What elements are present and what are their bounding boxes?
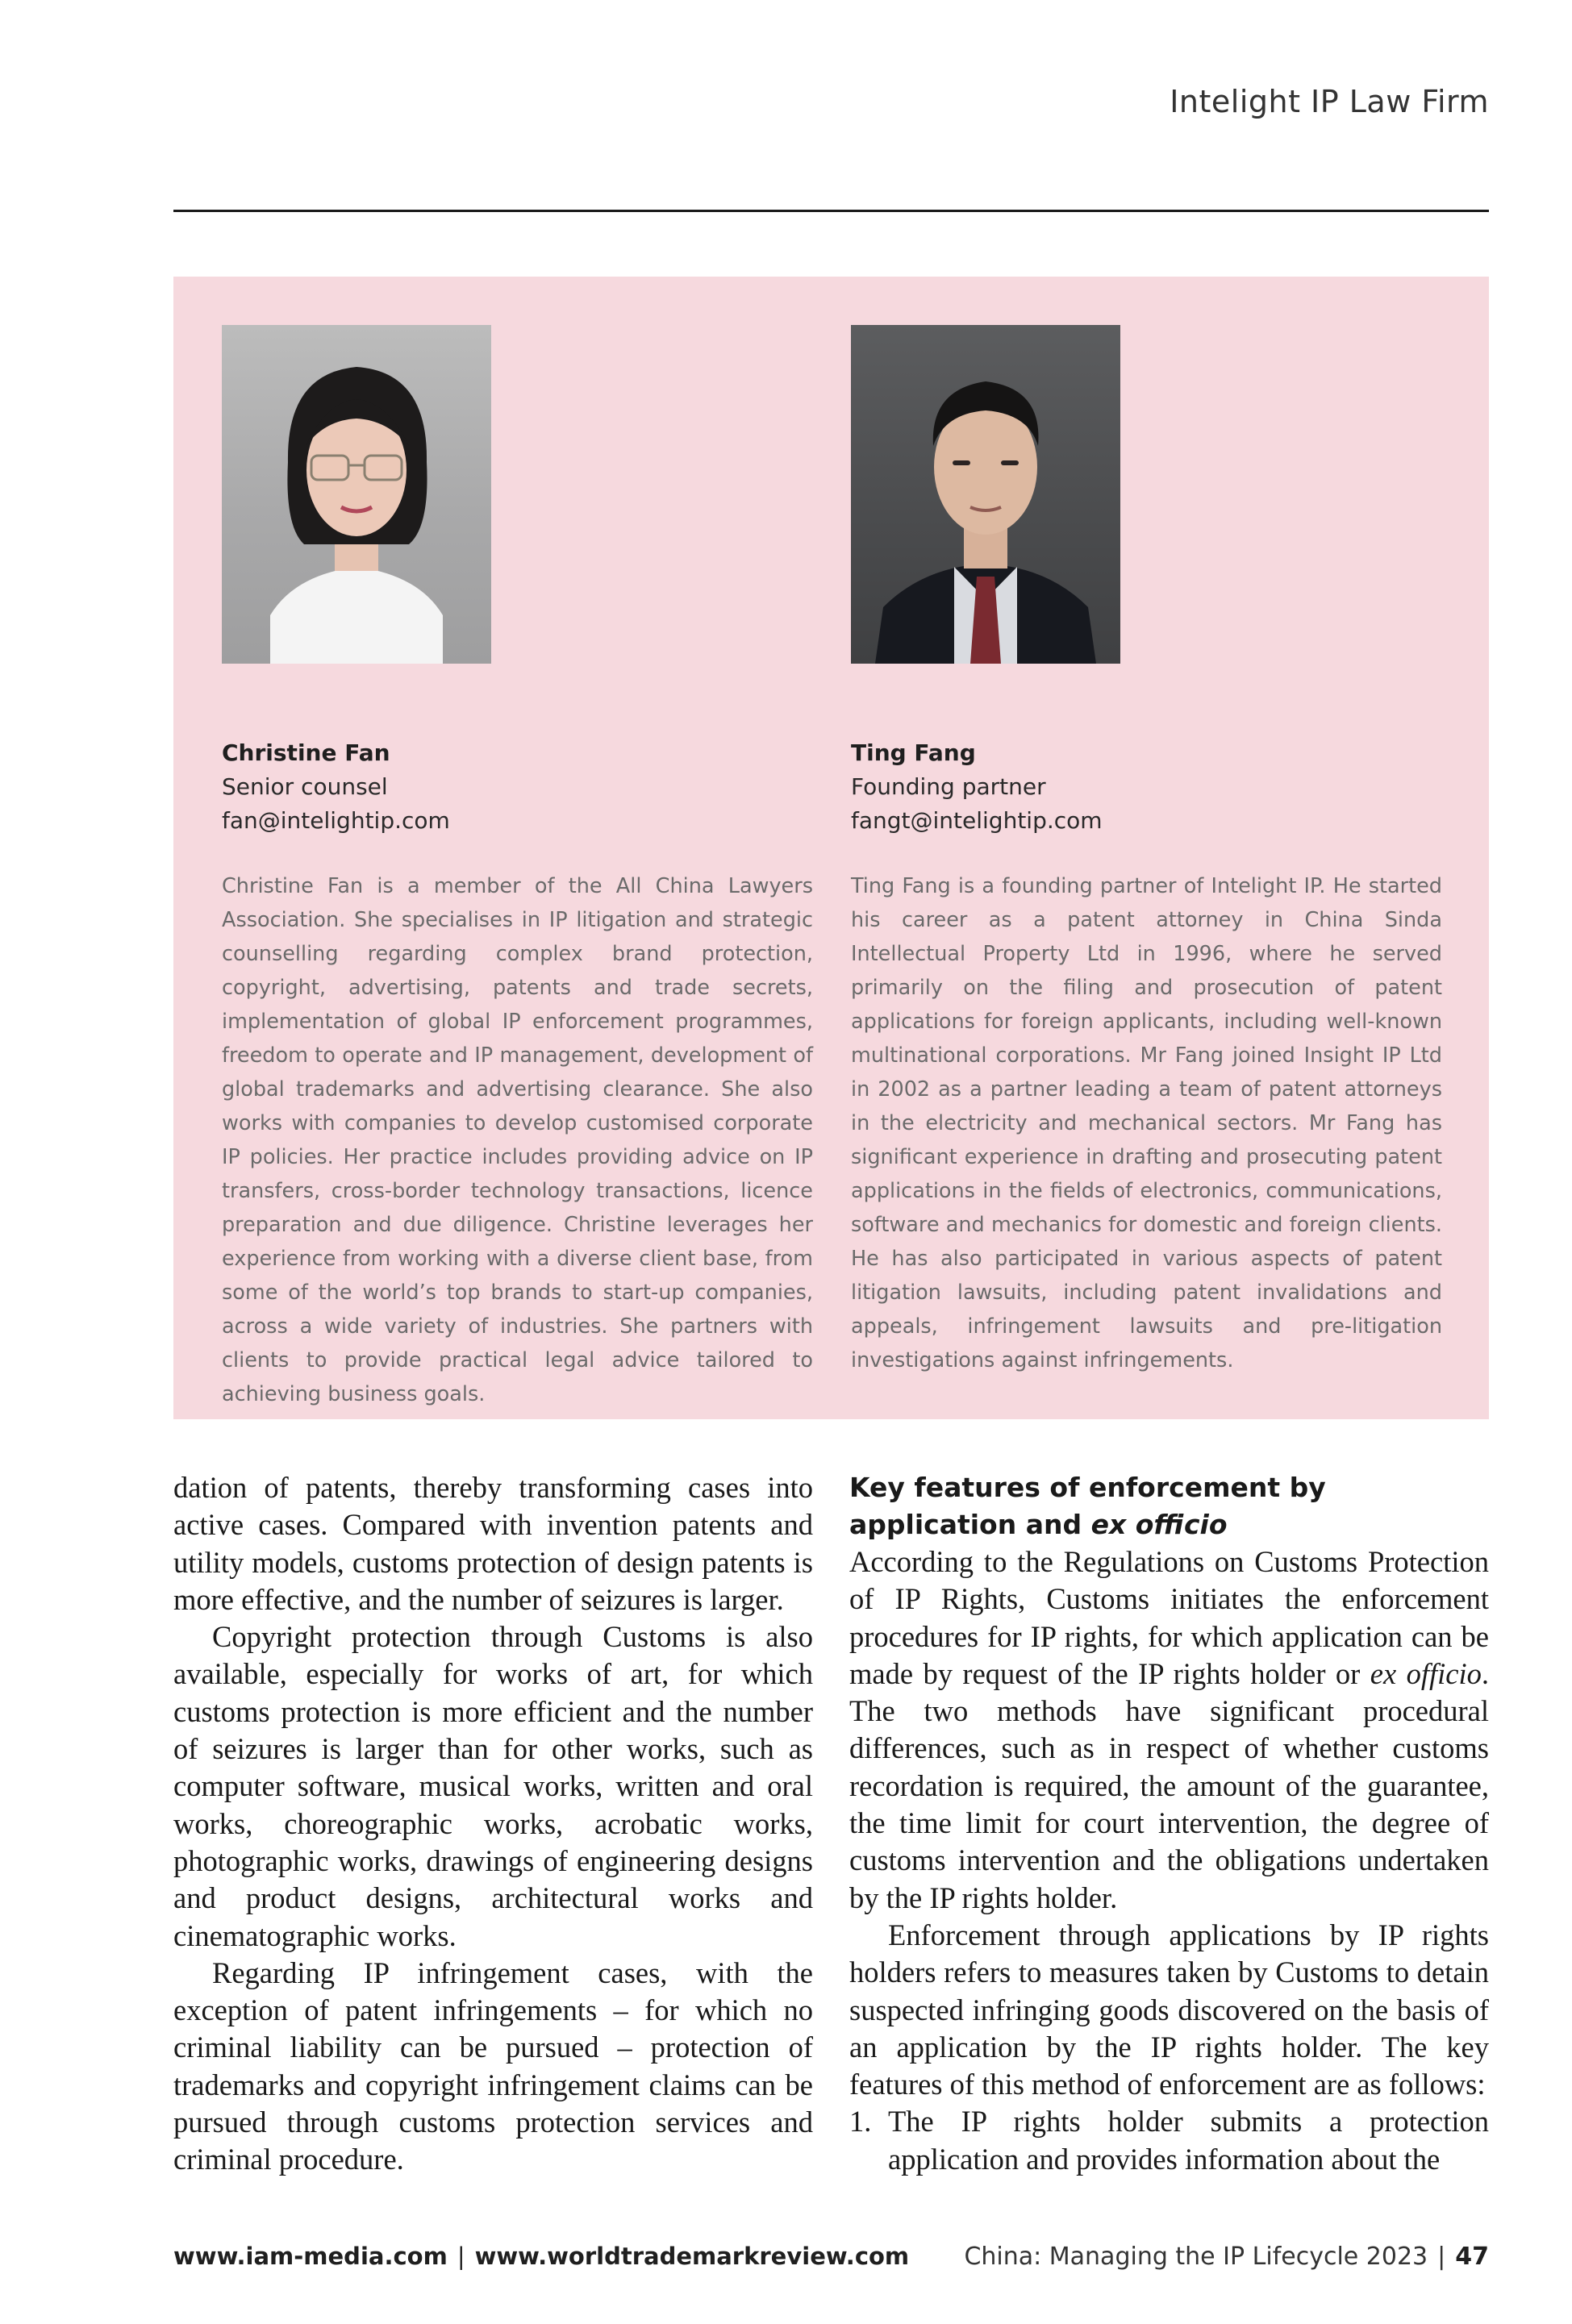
footer-link-wtr[interactable]: www.worldtrademarkreview.com <box>474 2243 910 2270</box>
article-paragraph: Regarding IP infringement cases, with the exception of patent infringements – for which no criminal liability can be pursued – protection of trademarks and copyright infringement claims can be pursued through customs protection services and criminal procedure. <box>173 1955 813 2176</box>
profile-name: Ting Fang <box>851 739 976 766</box>
profile-email[interactable]: fangt@intelightip.com <box>851 807 1103 834</box>
portrait-ting-fang <box>851 325 1120 664</box>
profiles-panel <box>173 277 1489 1419</box>
paragraph-text: . The two methods have significant procedural differences, such as in respect of whether customs recordation is required, the amount of the guarantee, the time limit for court intervention, the degree of customs intervention and the obligations undertaken by the IP rights holder. <box>849 1656 1489 1914</box>
footer-divider: | <box>457 2243 465 2270</box>
footer-divider: | <box>1437 2243 1446 2271</box>
footer-publication <box>964 2243 1489 2271</box>
section-heading-text: Key features of enforcement by application and <box>849 1472 1326 1540</box>
header-rule <box>173 210 1489 212</box>
paragraph-text: According to the Regulations on Customs Protection of IP Rights, Customs initiates the enforcement procedures for IP rights, for which application can be made by request of the IP rights holder or <box>849 1545 1489 1690</box>
firm-name: Intelight IP Law Firm <box>1170 84 1489 119</box>
list-item-number: 1. <box>849 2105 872 2139</box>
profile-ting-fang <box>851 736 1442 838</box>
list-item-text: The IP rights holder submits a protection application and provides information about the <box>888 2105 1489 2176</box>
article-paragraph: dation of patents, thereby transforming cases into active cases. Compared with invention patents and utility models, customs protection of design patents is more effective, and the number of seizures is larger. <box>173 1471 813 1616</box>
footer-link-iam[interactable]: www.iam-media.com <box>173 2243 448 2270</box>
profile-bio-christine-fan: Christine Fan is a member of the All China Lawyers Association. She specialises in IP litigation and strategic counselling regarding complex brand protection, copyright, advertising, patents and trade secrets, implementation of global IP enforcement programmes, freedom to operate and IP management, development of global trademarks and advertising clearance. She also works with companies to develop customised corporate IP policies. Her practice includes providing advice on IP transfers, cross-border technology transactions, licence preparation and due diligence. Christine leverages her experience from working with a diverse client base, from some of the world’s top brands to start-up companies, across a wide variety of industries. She partners with clients to provide practical legal advice tailored to achieving business goals. <box>222 874 813 1406</box>
section-heading-italic: ex officio <box>1090 1509 1228 1540</box>
profile-bio-ting-fang: Ting Fang is a founding partner of Intelight IP. He started his career as a patent attorney in China Sinda Intellectual Property Ltd in 1996, where he served primarily on the filing and prosecution of patent applications for foreign applicants, including well-known multinational corporations. Mr Fang joined Insight IP Ltd in 2002 as a partner leading a team of patent attorneys in the electricity and mechanical sectors. Mr Fang has significant experience in drafting and prosecuting patent applications in the fields of electronics, communications, software and mechanics for domestic and foreign clients. He has also participated in various aspects of patent litigation lawsuits, including patent invalidations and appeals, infringement lawsuits and pre-litigation investigations against infringements. <box>851 874 1442 1372</box>
section-heading <box>849 1469 1489 1543</box>
footer-links <box>173 2243 909 2270</box>
profile-christine-fan <box>222 736 813 838</box>
article-right-column <box>849 1469 1489 2178</box>
profile-email[interactable]: fan@intelightip.com <box>222 807 450 834</box>
article-paragraph <box>849 1543 1489 1917</box>
article-paragraph: Enforcement through applications by IP rights holders refers to measures taken by Customs to detain suspected infringing goods discovered on the basis of an application by the IP rights holder. The key features of this method of enforcement are as follows: <box>849 1918 1489 2101</box>
profile-name: Christine Fan <box>222 739 390 766</box>
article-left-column <box>173 1469 813 2179</box>
page-number: 47 <box>1455 2243 1489 2271</box>
publication-title: China: Managing the IP Lifecycle 2023 <box>964 2243 1428 2271</box>
feature-list <box>849 2103 1489 2178</box>
portrait-christine-fan <box>222 325 491 664</box>
article-paragraph: Copyright protection through Customs is also available, especially for works of art, for which customs protection is more efficient and the number of seizures is larger than for other works, such as computer software, musical works, written and oral works, choreographic works, acrobatic works, photographic works, drawings of engineering designs and product designs, architectural works and cinematographic works. <box>173 1620 813 1952</box>
paragraph-italic: ex officio <box>1370 1656 1482 1690</box>
profile-role: Senior counsel <box>222 773 388 800</box>
list-item <box>849 2103 1489 2178</box>
profile-role: Founding partner <box>851 773 1046 800</box>
